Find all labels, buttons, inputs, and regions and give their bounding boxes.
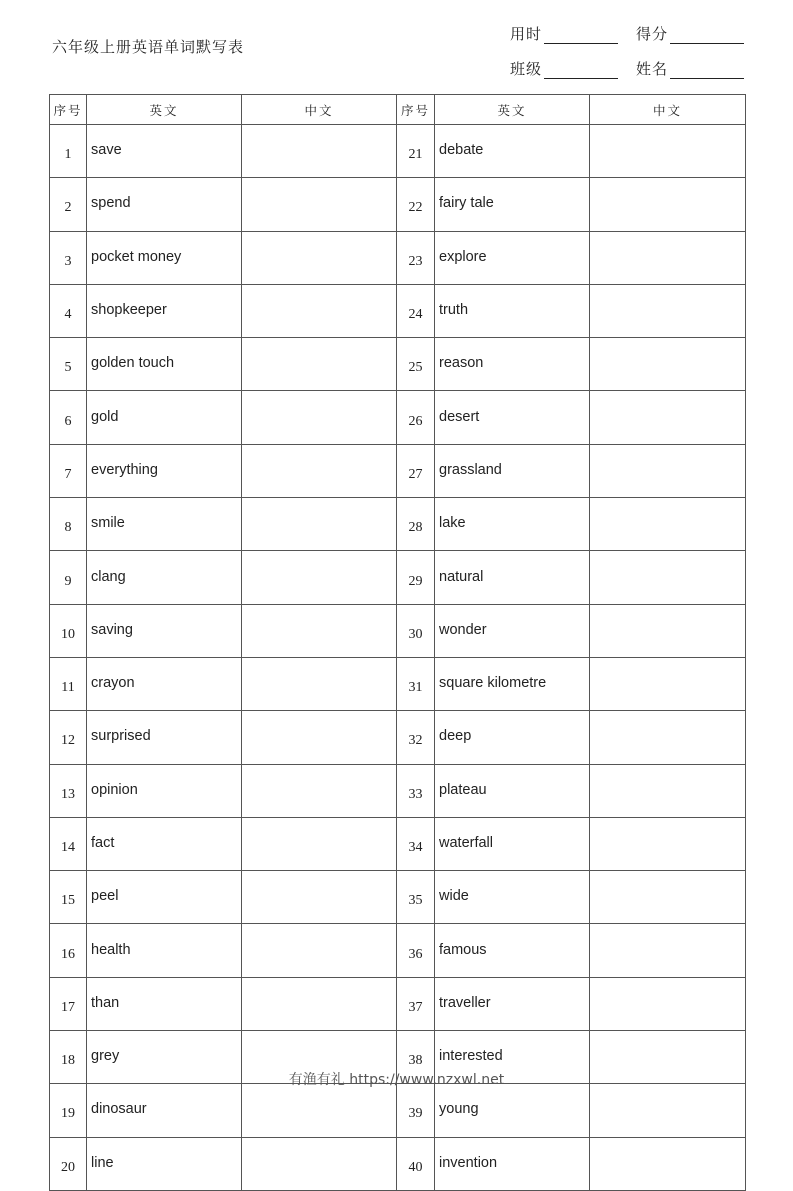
chinese-answer-cell[interactable] <box>242 444 397 497</box>
word-number: 39 <box>397 1084 435 1137</box>
chinese-answer-cell[interactable] <box>242 871 397 924</box>
english-word: peel <box>87 871 242 924</box>
chinese-answer-cell[interactable] <box>242 817 397 870</box>
table-row <box>50 498 746 551</box>
english-word: fact <box>87 817 242 870</box>
name-blank-line[interactable] <box>670 62 744 79</box>
table-row <box>50 604 746 657</box>
word-number: 36 <box>397 924 435 977</box>
table-row <box>50 444 746 497</box>
time-label: 用时 <box>510 25 543 43</box>
english-word: reason <box>435 338 590 391</box>
english-word: young <box>435 1084 590 1137</box>
chinese-answer-cell[interactable] <box>590 871 746 924</box>
class-label: 班级 <box>510 60 543 78</box>
table-row <box>50 711 746 764</box>
chinese-answer-cell[interactable] <box>590 125 746 178</box>
english-word: save <box>87 125 242 178</box>
chinese-answer-cell[interactable] <box>590 551 746 604</box>
chinese-answer-cell[interactable] <box>590 231 746 284</box>
table-row <box>50 977 746 1030</box>
word-number: 7 <box>50 444 87 497</box>
score-field <box>636 23 744 44</box>
chinese-answer-cell[interactable] <box>590 711 746 764</box>
english-word: pocket money <box>87 231 242 284</box>
chinese-answer-cell[interactable] <box>242 498 397 551</box>
word-number: 10 <box>50 604 87 657</box>
word-number: 6 <box>50 391 87 444</box>
word-number: 22 <box>397 178 435 231</box>
chinese-answer-cell[interactable] <box>590 338 746 391</box>
english-word: shopkeeper <box>87 284 242 337</box>
english-word: smile <box>87 498 242 551</box>
footer-watermark: 有渔有礼 https://www.nzxwl.net <box>288 1072 505 1088</box>
column-header-chinese: 中文 <box>590 95 746 125</box>
word-number: 35 <box>397 871 435 924</box>
table-row <box>50 924 746 977</box>
chinese-answer-cell[interactable] <box>590 444 746 497</box>
word-number: 12 <box>50 711 87 764</box>
chinese-answer-cell[interactable] <box>242 764 397 817</box>
english-word: plateau <box>435 764 590 817</box>
english-word: crayon <box>87 657 242 710</box>
chinese-answer-cell[interactable] <box>242 284 397 337</box>
table-row <box>50 125 746 178</box>
english-word: spend <box>87 178 242 231</box>
chinese-answer-cell[interactable] <box>242 231 397 284</box>
word-number: 3 <box>50 231 87 284</box>
chinese-answer-cell[interactable] <box>242 1084 397 1137</box>
word-number: 21 <box>397 125 435 178</box>
chinese-answer-cell[interactable] <box>590 817 746 870</box>
table-row <box>50 338 746 391</box>
word-number: 4 <box>50 284 87 337</box>
english-word: waterfall <box>435 817 590 870</box>
word-number: 18 <box>50 1031 87 1084</box>
time-blank-line[interactable] <box>544 27 618 44</box>
word-number: 34 <box>397 817 435 870</box>
table-row <box>50 551 746 604</box>
table-row <box>50 391 746 444</box>
chinese-answer-cell[interactable] <box>242 604 397 657</box>
word-number: 31 <box>397 657 435 710</box>
english-word: gold <box>87 391 242 444</box>
column-header-english: 英文 <box>435 95 590 125</box>
table-row <box>50 231 746 284</box>
chinese-answer-cell[interactable] <box>242 125 397 178</box>
vocabulary-table <box>49 94 746 1191</box>
english-word: health <box>87 924 242 977</box>
word-number: 28 <box>397 498 435 551</box>
english-word: explore <box>435 231 590 284</box>
chinese-answer-cell[interactable] <box>242 551 397 604</box>
chinese-answer-cell[interactable] <box>590 498 746 551</box>
table-row <box>50 178 746 231</box>
english-word: wonder <box>435 604 590 657</box>
chinese-answer-cell[interactable] <box>590 924 746 977</box>
word-number: 9 <box>50 551 87 604</box>
english-word: natural <box>435 551 590 604</box>
chinese-answer-cell[interactable] <box>590 604 746 657</box>
english-word: saving <box>87 604 242 657</box>
english-word: traveller <box>435 977 590 1030</box>
english-word: opinion <box>87 764 242 817</box>
word-number: 25 <box>397 338 435 391</box>
chinese-answer-cell[interactable] <box>590 391 746 444</box>
word-number: 29 <box>397 551 435 604</box>
column-header-number: 序号 <box>50 95 87 125</box>
column-header-number: 序号 <box>397 95 435 125</box>
table-header-row <box>50 95 746 125</box>
chinese-answer-cell[interactable] <box>242 977 397 1030</box>
english-word: dinosaur <box>87 1084 242 1137</box>
word-number: 2 <box>50 178 87 231</box>
english-word: interested <box>435 1031 590 1084</box>
word-number: 24 <box>397 284 435 337</box>
english-word: debate <box>435 125 590 178</box>
english-word: wide <box>435 871 590 924</box>
class-field <box>510 58 618 79</box>
chinese-answer-cell[interactable] <box>242 178 397 231</box>
word-number: 13 <box>50 764 87 817</box>
column-header-english: 英文 <box>87 95 242 125</box>
page-title: 六年级上册英语单词默写表 <box>52 38 245 56</box>
chinese-answer-cell[interactable] <box>590 284 746 337</box>
time-field <box>510 23 618 44</box>
score-label: 得分 <box>636 25 669 43</box>
chinese-answer-cell[interactable] <box>242 338 397 391</box>
english-word: deep <box>435 711 590 764</box>
word-number: 14 <box>50 817 87 870</box>
column-header-chinese: 中文 <box>242 95 397 125</box>
chinese-answer-cell[interactable] <box>590 977 746 1030</box>
chinese-answer-cell[interactable] <box>242 1137 397 1190</box>
word-number: 40 <box>397 1137 435 1190</box>
word-number: 11 <box>50 657 87 710</box>
word-number: 15 <box>50 871 87 924</box>
table-row <box>50 284 746 337</box>
english-word: famous <box>435 924 590 977</box>
name-label: 姓名 <box>636 60 669 78</box>
english-word: than <box>87 977 242 1030</box>
english-word: clang <box>87 551 242 604</box>
word-number: 38 <box>397 1031 435 1084</box>
class-blank-line[interactable] <box>544 62 618 79</box>
chinese-answer-cell[interactable] <box>590 764 746 817</box>
word-number: 30 <box>397 604 435 657</box>
chinese-answer-cell[interactable] <box>242 391 397 444</box>
word-number: 17 <box>50 977 87 1030</box>
english-word: desert <box>435 391 590 444</box>
english-word: truth <box>435 284 590 337</box>
word-number: 19 <box>50 1084 87 1137</box>
name-field <box>636 58 744 79</box>
english-word: golden touch <box>87 338 242 391</box>
chinese-answer-cell[interactable] <box>242 924 397 977</box>
word-number: 27 <box>397 444 435 497</box>
table-row <box>50 817 746 870</box>
english-word: surprised <box>87 711 242 764</box>
english-word: lake <box>435 498 590 551</box>
word-number: 37 <box>397 977 435 1030</box>
table-row <box>50 871 746 924</box>
table-row <box>50 1084 746 1137</box>
word-number: 32 <box>397 711 435 764</box>
english-word: line <box>87 1137 242 1190</box>
chinese-answer-cell[interactable] <box>590 178 746 231</box>
word-number: 33 <box>397 764 435 817</box>
english-word: invention <box>435 1137 590 1190</box>
word-number: 23 <box>397 231 435 284</box>
english-word: fairy tale <box>435 178 590 231</box>
chinese-answer-cell[interactable] <box>242 657 397 710</box>
table-row <box>50 764 746 817</box>
word-number: 26 <box>397 391 435 444</box>
chinese-answer-cell[interactable] <box>590 1137 746 1190</box>
chinese-answer-cell[interactable] <box>590 1084 746 1137</box>
word-number: 5 <box>50 338 87 391</box>
english-word: everything <box>87 444 242 497</box>
english-word: square kilometre <box>435 657 590 710</box>
table-row <box>50 657 746 710</box>
chinese-answer-cell[interactable] <box>242 711 397 764</box>
english-word: grey <box>87 1031 242 1084</box>
word-number: 16 <box>50 924 87 977</box>
word-number: 1 <box>50 125 87 178</box>
english-word: grassland <box>435 444 590 497</box>
score-blank-line[interactable] <box>670 27 744 44</box>
word-number: 8 <box>50 498 87 551</box>
word-number: 20 <box>50 1137 87 1190</box>
table-row <box>50 1137 746 1190</box>
chinese-answer-cell[interactable] <box>590 657 746 710</box>
